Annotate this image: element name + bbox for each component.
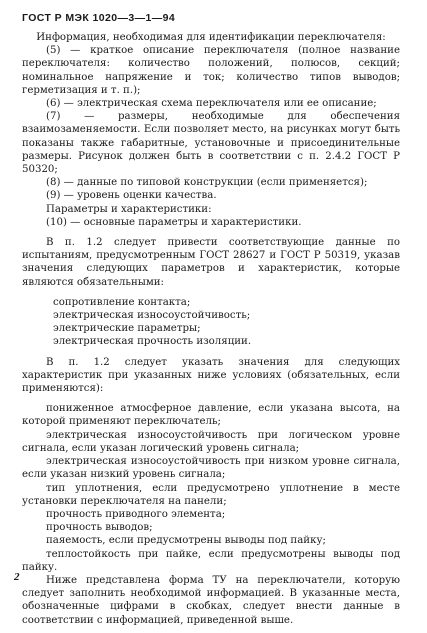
list-item: электрическая износоустойчивость; <box>53 310 251 322</box>
item-6: (6) — электрическая схема переключателя или ее описание; <box>46 98 377 110</box>
list-item: тип уплотнения, если предусмотрено уплотнение в месте установки переключателя на панели; <box>22 482 400 507</box>
list-item: паяемость, если предусмотрены выводы под пайку; <box>46 535 326 547</box>
page-number: 2 <box>14 571 20 583</box>
section2-intro: В п. 1.2 следует привести соответствующие данные по испытаниям, предусмотренным ГОСТ 28627 и ГОСТ Р 50319, указав значения следующих параметров и характеристик, которые являются обязательными: <box>22 237 400 288</box>
list-item: теплостойкость при пайке, если предусмотрены выводы под пайку. <box>22 548 400 573</box>
section3-intro: В п. 1.2 следует указать значения для следующих характеристик при указанных ниже условиях (обязательных, если применяются): <box>22 356 400 395</box>
parameters-subtitle: Параметры и характеристики: <box>46 203 212 215</box>
list-item: электрическая износоустойчивость при логическом уровне сигнала, если указан логический уровень сигнала; <box>22 429 400 454</box>
list-item: прочность приводного элемента; <box>46 508 226 520</box>
section1-title: Информация, необходимая для идентификации переключателя: <box>36 32 386 43</box>
list-item: электрические параметры; <box>53 323 201 335</box>
list-item: сопротивление контакта; <box>53 296 191 308</box>
list-item: пониженное атмосферное давление, если указана высота, на которой применяют переключатель; <box>22 403 400 428</box>
list-item: электрическая износоустойчивость при низком уровне сигнала, если указан низкий уровень сигнала; <box>22 456 400 481</box>
page-content <box>22 31 400 627</box>
mandatory-parameters-list <box>53 296 400 349</box>
list-item: прочность выводов; <box>46 522 153 534</box>
item-9: (9) — уровень оценки качества. <box>46 190 217 202</box>
closing-paragraph: Ниже представлена форма ТУ на переключатели, которую следует заполнить необходимой информацией. В указанные места, обозначенные цифрами в скобках, следует внести данные в соответствии с информацией, приведенной выше. <box>22 574 400 626</box>
document-header: ГОСТ Р МЭК 1020—3—1—94 <box>22 12 176 24</box>
item-7: (7) — размеры, необходимые для обеспечения взаимозаменяемости. Если позволяет место, на рисунках могут быть показаны также габаритные, установочные и присоединительные размеры. Рисунок должен быть в соответствии с п. 2.4.2 ГОСТ Р 50320; <box>22 111 400 176</box>
item-5: (5) — краткое описание переключателя (полное название переключателя: количество положений, полюсов, секций; номинальное напряжение и ток; количество типов выводов; герметизация и т. п.); <box>22 45 400 96</box>
item-10: (10) — основные параметры и характеристики. <box>46 216 302 228</box>
item-8: (8) — данные по типовой конструкции (если применяется); <box>46 177 368 189</box>
list-item: электрическая прочность изоляции. <box>53 336 252 348</box>
